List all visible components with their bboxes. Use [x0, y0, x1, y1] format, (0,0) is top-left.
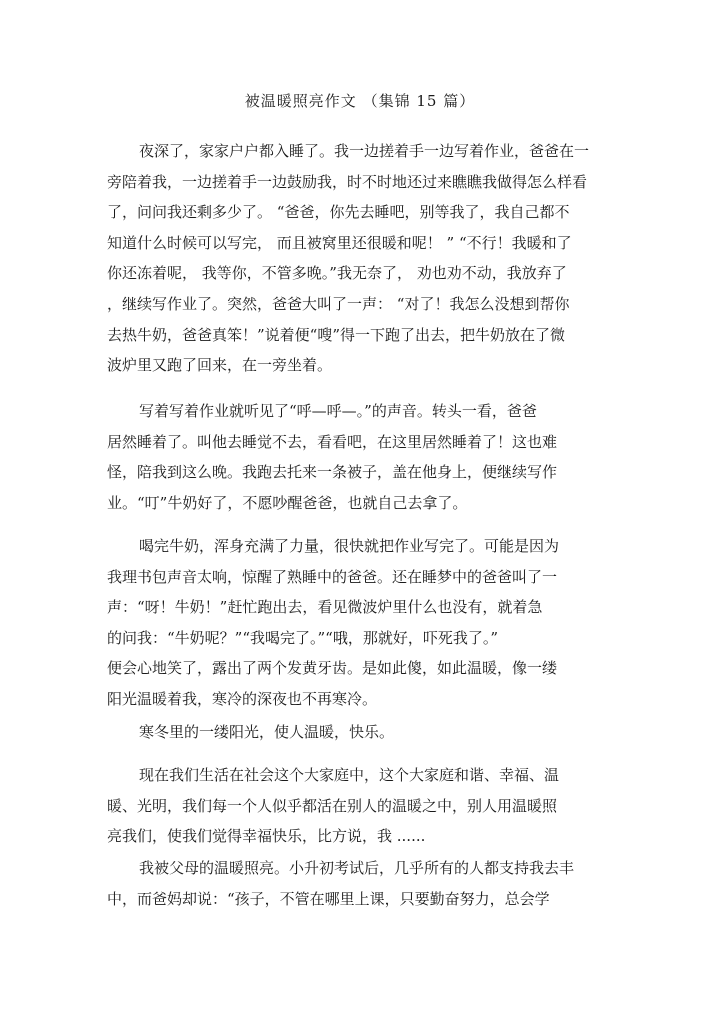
paragraph-line: 现在我们生活在社会这个大家庭中，这个大家庭和谐、幸福、温	[139, 766, 560, 784]
paragraph-line: ，继续写作业了。突然，爸爸大叫了一声： “对了！我怎么没想到帮你	[107, 294, 570, 313]
paragraph-1	[107, 136, 617, 381]
paragraph-line: 旁陪着我，一边搓着手一边鼓励我，时不时地还过来瞧瞧我做得怎么样看	[107, 172, 588, 191]
paragraph-line: 你还冻着呢， 我等你，不管多晚。”我无奈了， 劝也劝不动，我放弃了	[107, 264, 567, 283]
paragraph-line: 便会心地笑了，露出了两个发黄牙齿。是如此傻，如此温暖，像一缕	[107, 659, 558, 678]
paragraph-line: 我被父母的温暖照亮。小升初考试后，几乎所有的人都支持我去丰	[139, 859, 575, 877]
paragraph-line: 声：“呀！牛奶！”赶忙跑出去，看见微波炉里什么也没有，就着急	[107, 598, 543, 617]
paragraph-line: 的问我：“牛奶呢？”“我喝完了。”“哦，那就好，吓死我了。”	[107, 628, 499, 647]
paragraph-line: 去热牛奶，爸爸真笨！”说着便“嗖”得一下跑了出去，把牛奶放在了微	[107, 325, 566, 344]
paragraph-line: 我理书包声音太响，惊醒了熟睡中的爸爸。还在睡梦中的爸爸叫了一	[107, 567, 558, 586]
paragraph-line: 寒冬里的一缕阳光，使人温暖，快乐。	[139, 723, 395, 741]
paragraph-line: 暖、光明，我们每一个人似乎都活在别人的温暖之中，别人用温暖照	[107, 796, 558, 815]
paragraph-6	[107, 853, 617, 914]
paragraph-line: 喝完牛奶，浑身充满了力量，很快就把作业写完了。可能是因为	[139, 537, 560, 555]
paragraph-line: 居然睡着了。叫他去睡觉不去，看看吧，在这里居然睡着了！这也难	[107, 432, 558, 451]
paragraph-line: 中，而爸妈却说：“孩子，不管在哪里上课，只要勤奋努力，总会学	[107, 889, 550, 908]
document-title: 被温暖照亮作文 （集锦 15 篇）	[244, 92, 476, 110]
paragraph-line: 亮我们，使我们觉得幸福快乐，比方说，我 ......	[107, 827, 426, 846]
paragraph-line: 知道什么时候可以写完， 而且被窝里还很暖和呢！ ” “不行！我暖和了	[107, 233, 572, 252]
paragraph-5	[107, 760, 617, 852]
paragraph-line: 阳光温暖着我，寒冷的深夜也不再寒冷。	[107, 689, 378, 708]
paragraph-line: 夜深了，家家户户都入睡了。我一边搓着手一边写着作业，爸爸在一	[139, 142, 590, 160]
paragraph-4	[107, 717, 617, 748]
paragraph-line: 波炉里又跑了回来，在一旁坐着。	[107, 356, 333, 375]
paragraph-2	[107, 396, 617, 518]
paragraph-line: 业。“叮”牛奶好了，不愿吵醒爸爸，也就自己去拿了。	[107, 493, 468, 512]
paragraph-line: 怪，陪我到这么晚。我跑去托来一条被子，盖在他身上，便继续写作	[107, 463, 558, 482]
paragraph-line: 了，问问我还剩多少了。 “爸爸，你先去睡吧，别等我了，我自己都不	[107, 203, 570, 222]
paragraph-3	[107, 531, 617, 715]
paragraph-line: 写着写着作业就听见了“呼—呼—。”的声音。转头一看，爸爸	[139, 402, 537, 420]
